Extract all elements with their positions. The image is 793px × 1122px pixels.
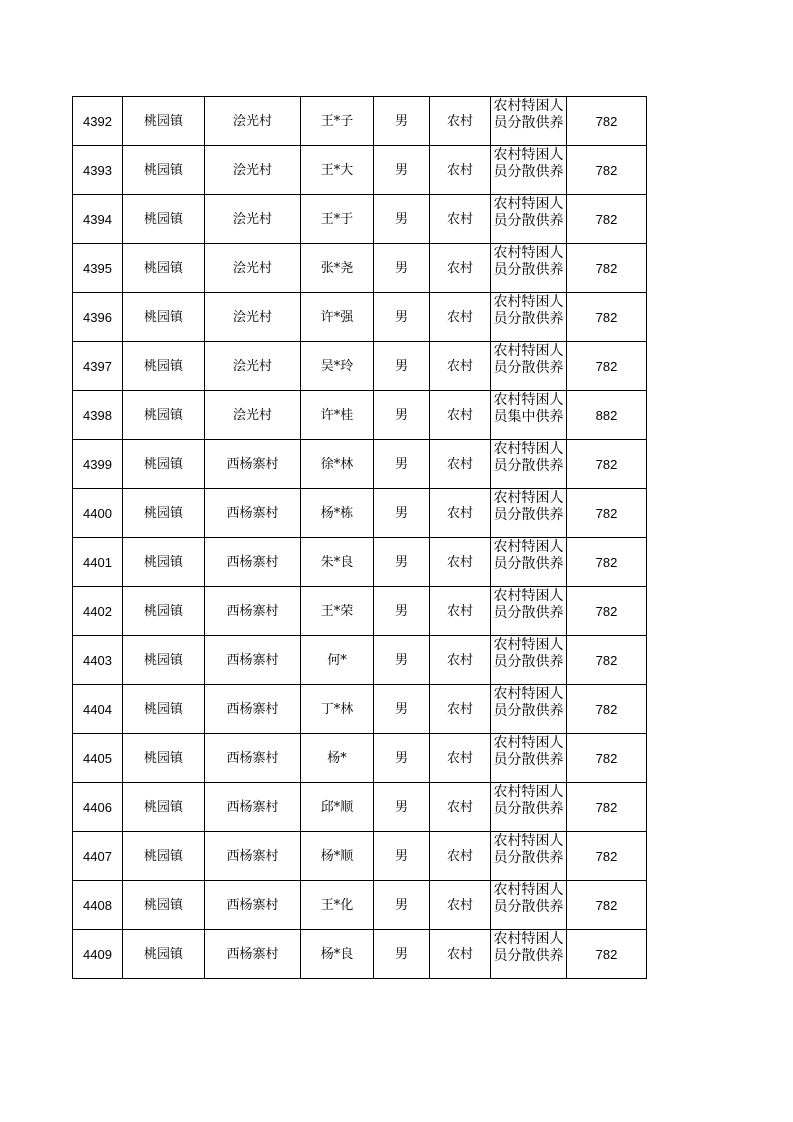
village-cell: 西杨寨村 xyxy=(205,881,301,930)
person-name-cell: 丁*林 xyxy=(301,685,374,734)
gender-cell: 男 xyxy=(374,342,430,391)
gender-cell: 男 xyxy=(374,440,430,489)
support-category-text: 农村特困人员分散供养 xyxy=(493,196,564,229)
table-body xyxy=(73,97,647,979)
area-type-cell: 农村 xyxy=(430,489,491,538)
gender-cell: 男 xyxy=(374,146,430,195)
village-cell: 浍光村 xyxy=(205,391,301,440)
area-type-cell: 农村 xyxy=(430,832,491,881)
person-name-cell: 王*大 xyxy=(301,146,374,195)
support-category-cell xyxy=(491,734,567,783)
amount-cell: 782 xyxy=(567,538,647,587)
village-cell: 西杨寨村 xyxy=(205,783,301,832)
village-cell: 西杨寨村 xyxy=(205,832,301,881)
village-cell: 浍光村 xyxy=(205,293,301,342)
person-name-cell: 王*化 xyxy=(301,881,374,930)
town-cell: 桃园镇 xyxy=(123,391,205,440)
table-row xyxy=(73,489,647,538)
person-name-cell: 邱*顺 xyxy=(301,783,374,832)
area-type-cell: 农村 xyxy=(430,195,491,244)
gender-cell: 男 xyxy=(374,783,430,832)
gender-cell: 男 xyxy=(374,97,430,146)
gender-cell: 男 xyxy=(374,587,430,636)
table-row xyxy=(73,783,647,832)
town-cell: 桃园镇 xyxy=(123,342,205,391)
row-number-cell: 4407 xyxy=(73,832,123,881)
row-number-cell: 4400 xyxy=(73,489,123,538)
support-category-text: 农村特困人员分散供养 xyxy=(493,686,564,719)
table-row xyxy=(73,538,647,587)
person-name-cell: 朱*良 xyxy=(301,538,374,587)
table-row xyxy=(73,244,647,293)
table-row xyxy=(73,195,647,244)
area-type-cell: 农村 xyxy=(430,440,491,489)
person-name-cell: 杨*顺 xyxy=(301,832,374,881)
town-cell: 桃园镇 xyxy=(123,587,205,636)
town-cell: 桃园镇 xyxy=(123,195,205,244)
row-number-cell: 4403 xyxy=(73,636,123,685)
table-row xyxy=(73,440,647,489)
row-number-cell: 4404 xyxy=(73,685,123,734)
town-cell: 桃园镇 xyxy=(123,538,205,587)
village-cell: 西杨寨村 xyxy=(205,587,301,636)
table-row xyxy=(73,146,647,195)
amount-cell: 882 xyxy=(567,391,647,440)
area-type-cell: 农村 xyxy=(430,783,491,832)
gender-cell: 男 xyxy=(374,734,430,783)
town-cell: 桃园镇 xyxy=(123,97,205,146)
person-name-cell: 王*于 xyxy=(301,195,374,244)
support-category-cell xyxy=(491,587,567,636)
table-row xyxy=(73,391,647,440)
amount-cell: 782 xyxy=(567,489,647,538)
row-number-cell: 4393 xyxy=(73,146,123,195)
amount-cell: 782 xyxy=(567,195,647,244)
area-type-cell: 农村 xyxy=(430,293,491,342)
village-cell: 西杨寨村 xyxy=(205,636,301,685)
support-category-cell xyxy=(491,342,567,391)
support-category-cell xyxy=(491,930,567,979)
gender-cell: 男 xyxy=(374,489,430,538)
person-name-cell: 何* xyxy=(301,636,374,685)
person-name-cell: 张*尧 xyxy=(301,244,374,293)
town-cell: 桃园镇 xyxy=(123,832,205,881)
table-row xyxy=(73,881,647,930)
row-number-cell: 4395 xyxy=(73,244,123,293)
amount-cell: 782 xyxy=(567,832,647,881)
amount-cell: 782 xyxy=(567,146,647,195)
support-category-text: 农村特困人员分散供养 xyxy=(493,637,564,670)
support-category-text: 农村特困人员分散供养 xyxy=(493,245,564,278)
support-category-text: 农村特困人员分散供养 xyxy=(493,882,564,915)
support-category-cell xyxy=(491,146,567,195)
area-type-cell: 农村 xyxy=(430,538,491,587)
support-category-cell xyxy=(491,195,567,244)
support-category-text: 农村特困人员分散供养 xyxy=(493,441,564,474)
amount-cell: 782 xyxy=(567,342,647,391)
row-number-cell: 4401 xyxy=(73,538,123,587)
row-number-cell: 4394 xyxy=(73,195,123,244)
amount-cell: 782 xyxy=(567,783,647,832)
amount-cell: 782 xyxy=(567,587,647,636)
village-cell: 西杨寨村 xyxy=(205,440,301,489)
gender-cell: 男 xyxy=(374,930,430,979)
person-name-cell: 杨*良 xyxy=(301,930,374,979)
gender-cell: 男 xyxy=(374,636,430,685)
area-type-cell: 农村 xyxy=(430,685,491,734)
table-row xyxy=(73,97,647,146)
person-name-cell: 许*桂 xyxy=(301,391,374,440)
row-number-cell: 4408 xyxy=(73,881,123,930)
support-category-text: 农村特困人员分散供养 xyxy=(493,294,564,327)
support-category-text: 农村特困人员集中供养 xyxy=(493,392,564,425)
gender-cell: 男 xyxy=(374,293,430,342)
amount-cell: 782 xyxy=(567,930,647,979)
support-category-text: 农村特困人员分散供养 xyxy=(493,490,564,523)
gender-cell: 男 xyxy=(374,685,430,734)
area-type-cell: 农村 xyxy=(430,587,491,636)
support-category-text: 农村特困人员分散供养 xyxy=(493,147,564,180)
gender-cell: 男 xyxy=(374,244,430,293)
row-number-cell: 4398 xyxy=(73,391,123,440)
amount-cell: 782 xyxy=(567,881,647,930)
amount-cell: 782 xyxy=(567,97,647,146)
support-category-cell xyxy=(491,636,567,685)
gender-cell: 男 xyxy=(374,195,430,244)
town-cell: 桃园镇 xyxy=(123,930,205,979)
table-row xyxy=(73,636,647,685)
gender-cell: 男 xyxy=(374,832,430,881)
table-row xyxy=(73,685,647,734)
amount-cell: 782 xyxy=(567,293,647,342)
row-number-cell: 4406 xyxy=(73,783,123,832)
town-cell: 桃园镇 xyxy=(123,293,205,342)
table-row xyxy=(73,587,647,636)
village-cell: 西杨寨村 xyxy=(205,538,301,587)
village-cell: 浍光村 xyxy=(205,244,301,293)
person-name-cell: 杨*栋 xyxy=(301,489,374,538)
support-category-cell xyxy=(491,489,567,538)
table-row xyxy=(73,832,647,881)
area-type-cell: 农村 xyxy=(430,391,491,440)
support-category-text: 农村特困人员分散供养 xyxy=(493,735,564,768)
area-type-cell: 农村 xyxy=(430,146,491,195)
support-category-cell xyxy=(491,832,567,881)
row-number-cell: 4397 xyxy=(73,342,123,391)
support-category-text: 农村特困人员分散供养 xyxy=(493,539,564,572)
row-number-cell: 4399 xyxy=(73,440,123,489)
support-category-text: 农村特困人员分散供养 xyxy=(493,931,564,964)
support-category-text: 农村特困人员分散供养 xyxy=(493,343,564,376)
village-cell: 浍光村 xyxy=(205,342,301,391)
support-category-cell xyxy=(491,881,567,930)
town-cell: 桃园镇 xyxy=(123,244,205,293)
table-row xyxy=(73,734,647,783)
village-cell: 浍光村 xyxy=(205,97,301,146)
town-cell: 桃园镇 xyxy=(123,881,205,930)
town-cell: 桃园镇 xyxy=(123,146,205,195)
support-category-cell xyxy=(491,783,567,832)
town-cell: 桃园镇 xyxy=(123,489,205,538)
row-number-cell: 4402 xyxy=(73,587,123,636)
area-type-cell: 农村 xyxy=(430,244,491,293)
area-type-cell: 农村 xyxy=(430,930,491,979)
support-category-cell xyxy=(491,391,567,440)
village-cell: 西杨寨村 xyxy=(205,685,301,734)
person-name-cell: 王*子 xyxy=(301,97,374,146)
support-category-cell xyxy=(491,440,567,489)
amount-cell: 782 xyxy=(567,685,647,734)
gender-cell: 男 xyxy=(374,881,430,930)
village-cell: 浍光村 xyxy=(205,195,301,244)
support-category-cell xyxy=(491,538,567,587)
town-cell: 桃园镇 xyxy=(123,636,205,685)
area-type-cell: 农村 xyxy=(430,342,491,391)
village-cell: 西杨寨村 xyxy=(205,734,301,783)
person-name-cell: 杨* xyxy=(301,734,374,783)
row-number-cell: 4409 xyxy=(73,930,123,979)
beneficiary-table xyxy=(72,96,647,979)
row-number-cell: 4392 xyxy=(73,97,123,146)
table-row xyxy=(73,293,647,342)
amount-cell: 782 xyxy=(567,636,647,685)
support-category-cell xyxy=(491,244,567,293)
person-name-cell: 徐*林 xyxy=(301,440,374,489)
support-category-text: 农村特困人员分散供养 xyxy=(493,588,564,621)
town-cell: 桃园镇 xyxy=(123,783,205,832)
support-category-text: 农村特困人员分散供养 xyxy=(493,784,564,817)
support-category-cell xyxy=(491,293,567,342)
town-cell: 桃园镇 xyxy=(123,685,205,734)
town-cell: 桃园镇 xyxy=(123,734,205,783)
row-number-cell: 4396 xyxy=(73,293,123,342)
amount-cell: 782 xyxy=(567,244,647,293)
gender-cell: 男 xyxy=(374,538,430,587)
village-cell: 西杨寨村 xyxy=(205,489,301,538)
person-name-cell: 王*荣 xyxy=(301,587,374,636)
area-type-cell: 农村 xyxy=(430,881,491,930)
amount-cell: 782 xyxy=(567,734,647,783)
table-row xyxy=(73,342,647,391)
area-type-cell: 农村 xyxy=(430,97,491,146)
gender-cell: 男 xyxy=(374,391,430,440)
amount-cell: 782 xyxy=(567,440,647,489)
support-category-text: 农村特困人员分散供养 xyxy=(493,98,564,131)
support-category-cell xyxy=(491,97,567,146)
village-cell: 西杨寨村 xyxy=(205,930,301,979)
area-type-cell: 农村 xyxy=(430,636,491,685)
village-cell: 浍光村 xyxy=(205,146,301,195)
person-name-cell: 许*强 xyxy=(301,293,374,342)
person-name-cell: 吴*玲 xyxy=(301,342,374,391)
town-cell: 桃园镇 xyxy=(123,440,205,489)
table-row xyxy=(73,930,647,979)
support-category-text: 农村特困人员分散供养 xyxy=(493,833,564,866)
area-type-cell: 农村 xyxy=(430,734,491,783)
row-number-cell: 4405 xyxy=(73,734,123,783)
support-category-cell xyxy=(491,685,567,734)
